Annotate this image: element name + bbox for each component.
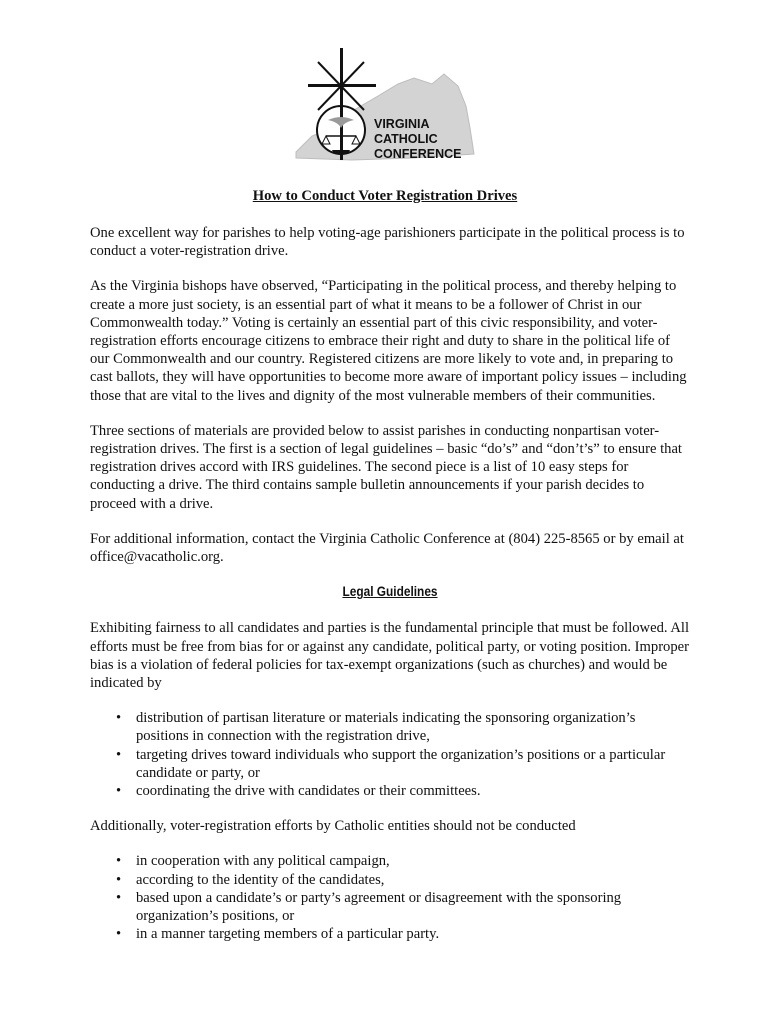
restrictions-list (90, 852, 690, 943)
paragraph-bishops-quote: As the Virginia bishops have observed, “Participating in the political process, and thereby helping to create a more just society, is an essential part of what it means to be a follower of Christ in our Commonwealth today.” Voting is certainly an essential part of this civic responsibility, and voter-registration efforts encourage citizens to embrace their right and duty to share in the political life of our Commonwealth and our country. Registered citizens are more likely to vote and, in preparing to cast ballots, they will have opportunities to become more aware of important policy issues – including those that are vital to the lives and dignity of the most vulnerable members of their communities. (90, 278, 687, 404)
list-item: • coordinating the drive with candidates or their committees. (136, 782, 690, 800)
list-item: • in a manner targeting members of a particular party. (136, 925, 690, 943)
virginia-catholic-conference-logo (292, 44, 476, 166)
logo-line3: CONFERENCE (374, 147, 462, 161)
paragraph-additionally: Additionally, voter-registration efforts by Catholic entities should not be conducted (90, 818, 576, 835)
logo-line2: CATHOLIC (374, 132, 438, 146)
list-item: • based upon a candidate’s or party’s agreement or disagreement with the sponsoring organization’s positions, or (136, 889, 690, 925)
document-body (90, 224, 690, 961)
logo-line1: VIRGINIA (374, 117, 430, 131)
bias-indicators-list (90, 709, 690, 800)
list-item: • targeting drives toward individuals who support the organization’s positions or a particular candidate or party, or (136, 746, 690, 782)
paragraph-sections: Three sections of materials are provided below to assist parishes in conducting nonpartisan voter-registration drives. The first is a section of legal guidelines – basic “do’s” and “don’t’s” to ensure that registration drives accord with IRS guidelines. The second piece is a list of 10 easy steps for conducting a drive. The third contains sample bulletin announcements if your parish decides to proceed with a drive. (90, 422, 682, 512)
list-item: • in cooperation with any political campaign, (136, 852, 690, 870)
document-title: How to Conduct Voter Registration Drives (252, 188, 518, 204)
paragraph-contact: For additional information, contact the Virginia Catholic Conference at (804) 225-8565 or by email at office@vacatholic.org. (90, 530, 684, 566)
paragraph-fairness: Exhibiting fairness to all candidates and parties is the fundamental principle that must be followed. All efforts must be free from bias for or against any candidate, political party, or voting position. Improper bias is a violation of federal policies for tax-exempt organizations (such as churches) and would be indicated by (90, 620, 690, 692)
list-item: • distribution of partisan literature or materials indicating the sponsoring organization’s positions in connection with the registration drive, (136, 709, 690, 745)
list-item: • according to the identity of the candidates, (136, 871, 690, 889)
paragraph-intro: One excellent way for parishes to help voting-age parishioners participate in the political process is to conduct a voter-registration drive. (90, 225, 685, 260)
legal-guidelines-heading: Legal Guidelines (342, 584, 438, 600)
